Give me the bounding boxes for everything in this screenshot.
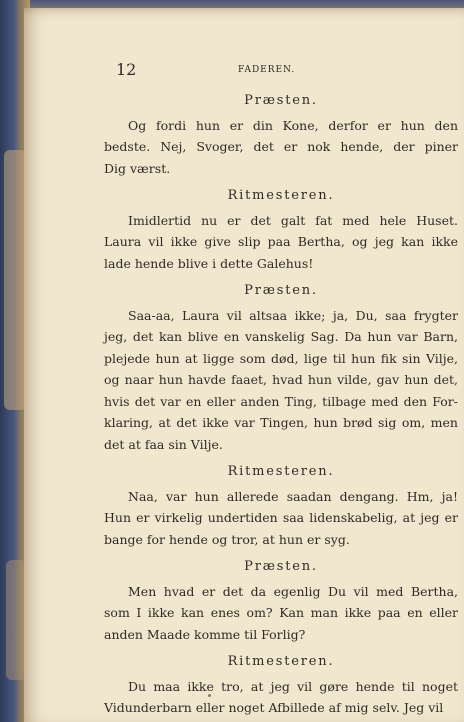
page-header — [24, 60, 464, 90]
text-line: klaring, at det ikke var Tingen, hun brød sig om, men — [104, 415, 458, 430]
text-line: Vidunderbarn eller noget Afbillede af mig selv. Jeg vil — [104, 700, 444, 715]
text-line: bange for hende og tror, at hun er syg. — [104, 531, 350, 547]
text-line: som I ikke kan enes om? Kan man ikke paa en eller — [104, 605, 458, 620]
text-line: Hun er virkelig undertiden saa lidenskabelig, at jeg er — [104, 510, 458, 525]
speaker-name: Ritmesteren. — [227, 654, 335, 669]
text-line: Men hvad er det da egenlig Du vil med Bertha, — [128, 583, 458, 599]
speaker-name: Præsten. — [244, 559, 318, 574]
text-line: Du maa ikke tro, at jeg vil gøre hende til noget — [128, 678, 458, 694]
speaker-name: Ritmesteren. — [227, 188, 335, 203]
text-line: Dig værst. — [104, 160, 171, 176]
text-line: Og fordi hun er din Kone, derfor er hun den — [128, 117, 458, 133]
speaker-name: Præsten. — [244, 283, 318, 298]
book-page — [24, 8, 464, 722]
text-line: lade hende blive i dette Galehus! — [104, 255, 314, 271]
speaker-name: Ritmesteren. — [227, 464, 335, 479]
text-line: bedste. Nej, Svoger, det er nok hende, der piner — [104, 139, 458, 154]
dialogue-paragraph — [104, 210, 458, 275]
text-line: Naa, var hun allerede saadan dengang. Hm, ja! — [128, 488, 458, 504]
text-line: det at faa sin Vilje. — [104, 436, 223, 452]
text-line: og naar hun havde faaet, hvad hun vilde, gav hun det, — [104, 372, 458, 387]
speaker-name: Præsten. — [244, 93, 318, 108]
text-line: jeg, det kan blive en vanskelig Sag. Da hun var Barn, — [104, 329, 458, 344]
text-line: anden Maade komme til Forlig? — [104, 626, 306, 642]
paper-speck — [208, 694, 211, 697]
dialogue-paragraph — [104, 115, 458, 180]
page-number: 12 — [116, 60, 137, 79]
running-title: FADEREN. — [238, 65, 296, 75]
text-line: Laura vil ikke give slip paa Bertha, og jeg kan ikke — [104, 234, 458, 249]
binding-stain — [6, 560, 26, 680]
dialogue-paragraph — [104, 581, 458, 646]
dialogue-paragraph — [104, 486, 458, 551]
text-line: Imidlertid nu er det galt fat med hele Huset. — [128, 212, 458, 228]
text-line: plejede hun at ligge som død, lige til hun fik sin Vilje, — [104, 350, 458, 366]
text-line: hvis det var en eller anden Ting, tilbage med den For- — [104, 393, 458, 409]
dialogue-paragraph — [104, 676, 458, 719]
dialogue-paragraph — [104, 305, 458, 456]
text-line: Saa-aa, Laura vil altsaa ikke; ja, Du, saa frygter — [128, 307, 458, 323]
page-text — [104, 90, 458, 719]
binding-stain — [4, 150, 26, 410]
